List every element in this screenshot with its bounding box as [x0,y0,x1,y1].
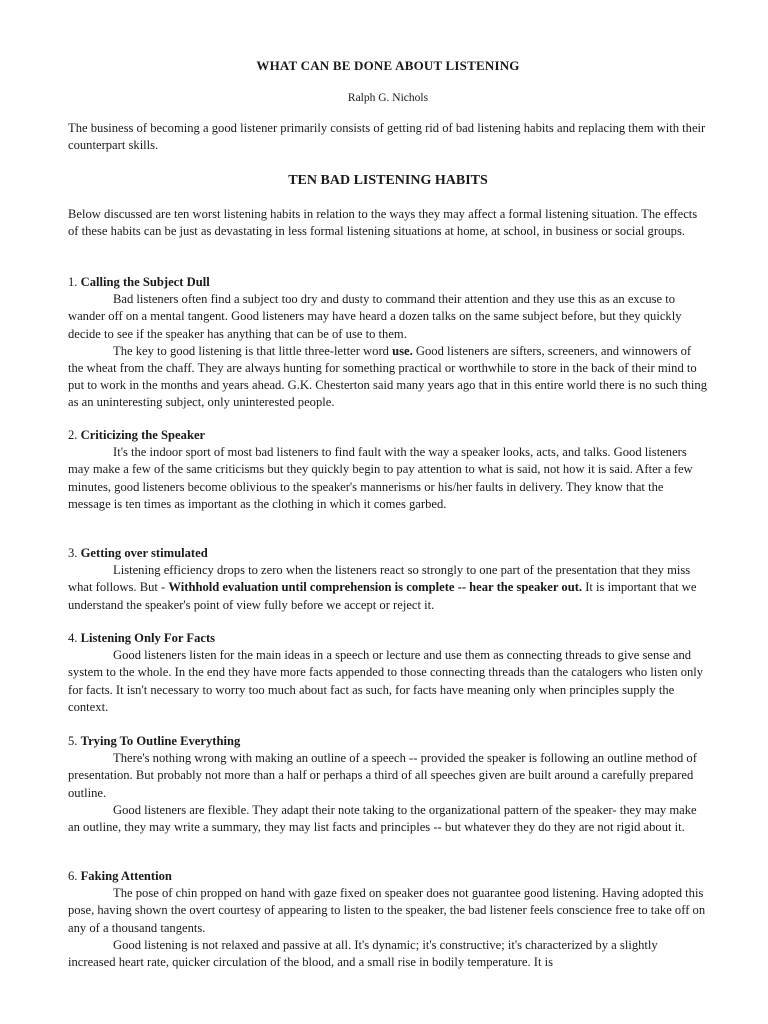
habit-number: 4. [68,631,78,645]
habit-section-1 [68,274,708,412]
paragraph-text: Good listeners are sifters, screeners, and winnowers of the wheat from the chaff. They are always hunting for something practical or worthwhile to store in the back of their mind to put to work in the months and years ahead. G.K. Chesterton said many years ago that in this entire world there is no such thing as an uninteresting subject, only uninterested people. [68,343,707,410]
habit-number: 3. [68,546,78,560]
emphasis-text: use. [392,343,413,358]
habit-heading [68,545,708,562]
habit-section-6 [68,868,708,971]
habit-section-3 [68,545,708,614]
habit-heading [68,427,708,444]
habit-title: Listening Only For Facts [80,631,216,645]
habit-title: Trying To Outline Everything [80,734,241,748]
habit-section-5 [68,733,708,836]
habit-section-4 [68,630,708,716]
lead-paragraph [68,206,708,240]
habit-heading [68,274,708,291]
habit-paragraph: Bad listeners often find a subject too dry and dusty to command their attention and they use this as an excuse to wander off on a mental tangent. Good listeners may have heard a dozen talks on the same subject before, but they quickly decide to see if the speaker has anything that can be of use to them. [68,292,682,341]
paragraph-text: It is important that we understand the speaker's point of view fully before we accept or reject it. [68,580,697,612]
habit-paragraph [68,343,708,412]
lead-text: Below discussed are ten worst listening habits in relation to the ways they may affect a formal listening situation. The effects of these habits can be just as devastating in less formal listening situations at home, at school, in business or social groups. [68,207,698,239]
habit-title: Calling the Subject Dull [80,275,210,289]
habit-paragraph: Good listening is not relaxed and passive at all. It's dynamic; it's constructive; it's characterized by a slightly increased heart rate, quicker circulation of the blood, and a small rise in bodily temperature. It is [68,937,658,970]
habit-heading [68,630,708,647]
section-subtitle: TEN BAD LISTENING HABITS [288,173,488,188]
habit-paragraph [68,562,708,614]
habit-paragraph: Good listeners listen for the main ideas in a speech or lecture and use them as connecting threads to give sense and system to the whole. In the end they have more facts appended to those connecting threads than the catalogers who listen only for facts. It isn't necessary to worry too much about fact as such, for facts have meaning only when principles supply the context. [68,648,704,714]
habit-section-2 [68,427,708,513]
habit-paragraph: Good listeners are flexible. They adapt their note taking to the organizational pattern of the speaker- they may make an outline, they may write a summary, they may list facts and principles -- but whatever they do they are not rigid about it. [68,802,697,835]
habit-title: Criticizing the Speaker [80,428,206,442]
habit-paragraph: The pose of chin propped on hand with gaze fixed on speaker does not guarantee good listening. Having adopted this pose, having shown the overt courtesy of appearing to listen to the speaker, the bad listener feels conscience free to take off on any of a thousand tangents. [68,886,706,935]
habit-number: 1. [68,275,78,289]
intro-text: The business of becoming a good listener primarily consists of getting rid of bad listening habits and replacing them with their counterpart skills. [68,121,706,153]
habit-paragraph: It's the indoor sport of most bad listeners to find fault with the way a speaker looks, acts, and talks. Good listeners may make a few of the same criticisms but they quickly begin to pay attention to what is said, not how it is said. After a few minutes, good listeners become oblivious to the speaker's mannerisms or his/her faults in delivery. They know that the message is ten times as important as the clothing in which it comes garbed. [68,445,693,511]
paragraph-text: The key to good listening is that little three-letter word [113,343,393,358]
emphasis-text: Withhold evaluation until comprehension is complete -- hear the speaker out. [168,580,583,595]
intro-paragraph [68,120,708,154]
habit-heading [68,868,708,885]
habit-paragraph: There's nothing wrong with making an outline of a speech -- provided the speaker is following an outline method of presentation. But probably not more than a half or perhaps a third of all speeches given are built around a carefully prepared outline. [68,751,697,800]
habit-title: Getting over stimulated [80,546,208,560]
habit-number: 5. [68,734,78,748]
author-name: Ralph G. Nichols [347,92,429,104]
habit-title: Faking Attention [80,869,172,883]
habit-heading [68,733,708,750]
habit-number: 2. [68,428,78,442]
paragraph-text: Listening efficiency drops to zero when the listeners react so strongly to one part of the presentation that they miss what follows. But - [68,563,691,595]
document-title: WHAT CAN BE DONE ABOUT LISTENING [256,58,520,73]
habit-number: 6. [68,869,78,883]
